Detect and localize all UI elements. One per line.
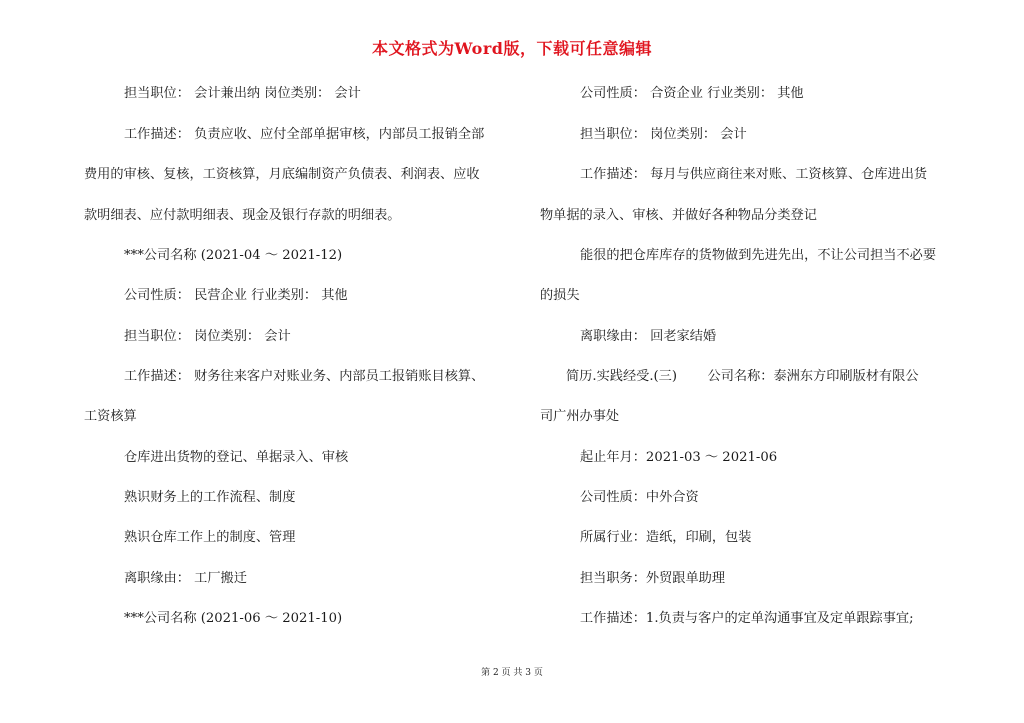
right-line-14: 工作描述：1.负责与客户的定单沟通事宜及定单跟踪事宜; <box>580 611 914 626</box>
right-line-8: 简历.实践经受.(三) 公司名称：泰洲东方印刷版材有限公 <box>566 369 919 384</box>
left-line-6: 公司性质： 民营企业 行业类别： 其他 <box>124 288 348 303</box>
right-line-12: 所属行业：造纸，印刷，包装 <box>580 530 752 545</box>
right-line-9: 司广州办事处 <box>540 409 620 424</box>
page-footer: 第 2 页 共 3 页 <box>481 668 543 678</box>
left-line-1: 担当职位： 会计兼出纳 岗位类别： 会计 <box>124 86 361 101</box>
right-line-6: 的损失 <box>540 288 580 303</box>
left-line-7: 担当职位： 岗位类别： 会计 <box>124 329 291 344</box>
left-line-5: ***公司名称 (2021-04 ～ 2021-12) <box>124 248 343 263</box>
right-line-4: 物单据的录入、审核、并做好各种物品分类登记 <box>540 208 817 223</box>
right-line-13: 担当职务：外贸跟单助理 <box>580 571 726 586</box>
left-line-12: 熟识仓库工作上的制度、管理 <box>124 530 296 545</box>
left-line-2: 工作描述： 负责应收、应付全部单据审核，内部员工报销全部 <box>124 127 485 142</box>
right-line-1: 公司性质： 合资企业 行业类别： 其他 <box>580 86 804 101</box>
left-line-14: ***公司名称 (2021-06 ～ 2021-10) <box>124 611 343 626</box>
document-banner: 本文格式为Word版，下载可任意编辑 <box>372 39 652 58</box>
right-line-10: 起止年月：2021-03 ～ 2021-06 <box>580 450 778 465</box>
right-line-7: 离职缘由： 回老家结婚 <box>580 329 717 344</box>
left-line-3: 费用的审核、复核，工资核算，月底编制资产负债表、利润表、应收 <box>84 167 480 182</box>
left-line-8: 工作描述： 财务往来客户对账业务、内部员工报销账目核算、 <box>124 369 485 384</box>
right-line-11: 公司性质：中外合资 <box>580 490 699 505</box>
left-line-13: 离职缘由： 工厂搬迁 <box>124 571 247 586</box>
left-line-4: 款明细表、应付款明细表、现金及银行存款的明细表。 <box>84 208 401 223</box>
right-line-3: 工作描述： 每月与供应商往来对账、工资核算、仓库进出货 <box>580 167 928 182</box>
left-line-11: 熟识财务上的工作流程、制度 <box>124 490 296 505</box>
right-line-2: 担当职位： 岗位类别： 会计 <box>580 127 747 142</box>
left-line-10: 仓库进出货物的登记、单据录入、审核 <box>124 450 349 465</box>
right-line-5: 能很的把仓库库存的货物做到先进先出，不让公司担当不必要 <box>580 248 937 263</box>
left-line-9: 工资核算 <box>84 409 137 424</box>
